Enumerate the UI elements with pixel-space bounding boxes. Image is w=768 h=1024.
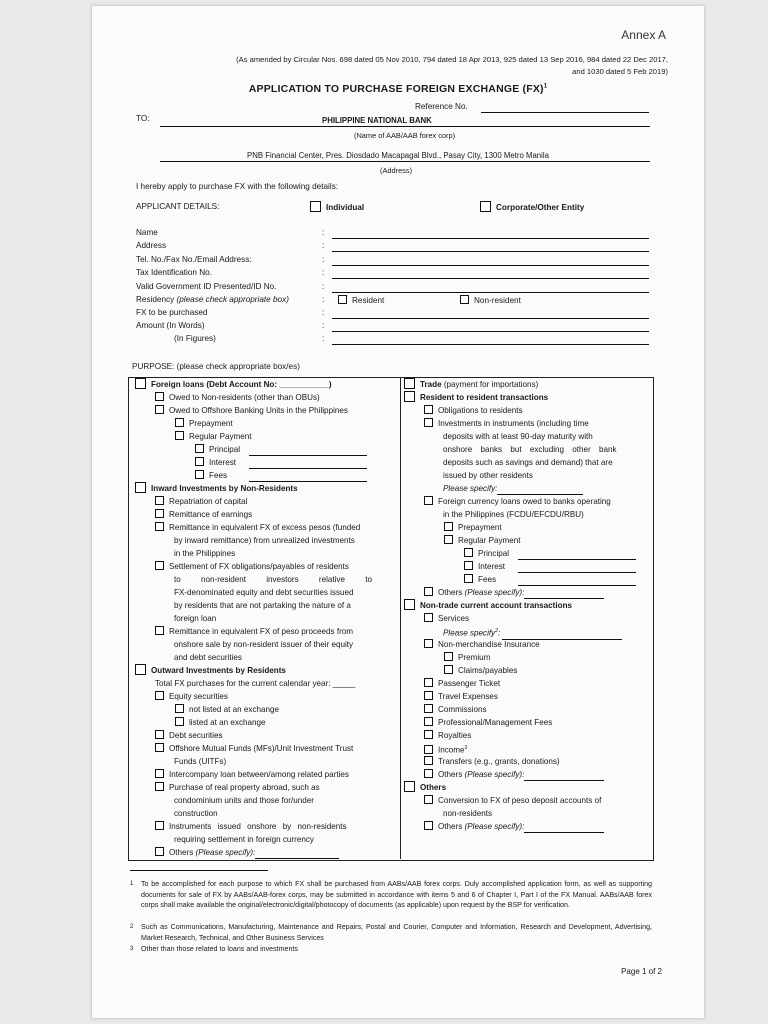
obligations-label: Obligations to residents	[438, 406, 523, 415]
amendment-line-2: and 1030 dated 5 Feb 2019)	[572, 67, 668, 76]
royalties-item[interactable]	[404, 729, 650, 742]
total-fx-label: Total FX purchases for the current calendar year: _____	[155, 679, 356, 688]
fcl-label-cont: in the Philippines (FCDU/EFCDU/RBU)	[443, 510, 584, 519]
checkbox[interactable]	[155, 743, 164, 752]
foreign-loans-label: Foreign loans (Debt Account No: ___________)	[151, 380, 332, 389]
transfers-item[interactable]	[404, 755, 650, 768]
left-others-label: Others	[169, 848, 194, 857]
checkbox[interactable]	[155, 626, 164, 635]
inward-label: Inward Investments by Non-Residents	[151, 484, 298, 493]
offshore-item[interactable]	[135, 742, 397, 755]
others-section-label: Others	[420, 783, 447, 792]
checkbox[interactable]	[444, 535, 453, 544]
left-others-item[interactable]	[135, 846, 397, 859]
name-label: Name	[136, 228, 158, 237]
checkbox[interactable]	[424, 769, 433, 778]
applicant-details-label: APPLICANT DETAILS:	[136, 202, 220, 211]
tin-field[interactable]	[332, 278, 649, 279]
footnote-3	[130, 944, 652, 955]
settlement-label: Settlement of FX obligations/payables of residents	[169, 562, 349, 571]
resident-option[interactable]	[338, 295, 384, 305]
checkbox[interactable]	[195, 457, 204, 466]
remit-earnings-label: Remittance of earnings	[169, 510, 253, 519]
amount-figures-label: (In Figures)	[174, 334, 216, 343]
bank-caption: (Name of AAB/AAB forex corp)	[354, 131, 456, 140]
intro-text: I hereby apply to purchase FX with the following details:	[136, 182, 339, 191]
purpose-label: PURPOSE: (please check appropriate box/es)	[132, 362, 300, 371]
remit-proceeds-label-cont: and debt securities	[174, 653, 242, 662]
footnote-1	[130, 879, 652, 911]
resident-label: Resident	[352, 296, 385, 305]
nt-others-item[interactable]	[404, 768, 650, 781]
premium-item[interactable]	[404, 651, 650, 664]
colon: :	[322, 295, 325, 304]
ticket-item[interactable]	[404, 677, 650, 690]
amount-words-label: Amount (In Words)	[136, 321, 205, 330]
tel-label: Tel. No./Fax No./Email Address:	[136, 255, 252, 264]
residency-label-text: Residency	[136, 295, 175, 304]
bank-name-line	[160, 126, 650, 127]
debt-label: Debt securities	[169, 731, 223, 740]
investments-specify-field[interactable]	[497, 485, 583, 495]
checkbox[interactable]	[424, 745, 433, 754]
transfers-label: Transfers (e.g., grants, donations)	[438, 757, 560, 766]
amount-words-field[interactable]	[332, 331, 649, 332]
nt-others-specify: (Please specify):	[464, 770, 525, 779]
colon: :	[322, 255, 325, 264]
checkbox[interactable]	[155, 782, 164, 791]
address-field[interactable]	[332, 251, 649, 252]
remit-excess-item[interactable]	[135, 521, 397, 534]
checkbox[interactable]	[175, 717, 184, 726]
checkbox[interactable]	[464, 574, 473, 583]
checkbox[interactable]	[444, 665, 453, 674]
checkbox[interactable]	[155, 769, 164, 778]
commissions-label: Commissions	[438, 705, 487, 714]
footnote-text: To be accomplished for each purpose to which FX shall be purchased from AABs/AAB forex corps. Duly accomplished application form, as well as supporting documents for sale of FX by AABs/AAB-forex corps, may be submitted in accordance with items 5 and 6 of Chapter I, Part I of the FX Manual. AABs/AAB forex corps shall make available the original/electronic/digital/photocopy of documents (as applicable) upon request by the BSP for verification.	[141, 880, 652, 909]
travel-label: Travel Expenses	[438, 692, 498, 701]
principal-field[interactable]	[249, 446, 367, 456]
others-section-item[interactable]	[404, 781, 650, 794]
nt-others-field[interactable]	[524, 771, 604, 781]
repatriation-item[interactable]	[135, 495, 397, 508]
address-line	[160, 161, 650, 162]
nonresident-label: Non-resident	[474, 296, 521, 305]
interco-item[interactable]	[135, 768, 397, 781]
fees-label: Fees	[209, 471, 227, 480]
nontrade-item[interactable]	[404, 599, 650, 612]
left-others-field[interactable]	[255, 849, 339, 859]
checkbox[interactable]	[424, 639, 433, 648]
outward-checkbox[interactable]	[135, 664, 146, 675]
form-title-footnote-ref: 1	[543, 83, 548, 90]
checkbox[interactable]	[195, 470, 204, 479]
checkbox[interactable]	[424, 613, 433, 622]
r-others-item[interactable]	[404, 586, 650, 599]
form-page	[92, 6, 704, 1018]
checkbox[interactable]	[424, 678, 433, 687]
r-principal-item[interactable]	[404, 547, 650, 560]
others-section-checkbox[interactable]	[404, 781, 415, 792]
checkbox[interactable]	[155, 509, 164, 518]
r-others-field[interactable]	[524, 589, 604, 599]
govid-label: Valid Government ID Presented/ID No.	[136, 282, 277, 291]
colon: :	[322, 228, 325, 237]
govid-field[interactable]	[332, 292, 649, 293]
name-field[interactable]	[332, 238, 649, 239]
listed-label: listed at an exchange	[189, 718, 266, 727]
investments-label: Investments in instruments (including time	[438, 419, 589, 428]
reference-field[interactable]	[481, 112, 649, 113]
nonresident-option[interactable]	[460, 295, 521, 305]
not-listed-item[interactable]	[135, 703, 397, 716]
amount-figures-field[interactable]	[332, 344, 649, 345]
individual-checkbox[interactable]	[310, 201, 321, 212]
interest-item[interactable]	[135, 456, 397, 469]
colon: :	[322, 308, 325, 317]
remit-proceeds-label-cont: onshore sale by non-resident issuer of their equity	[174, 640, 354, 649]
settlement-label-cont: FX-denominated equity and debt securities issued	[174, 588, 354, 597]
checkbox[interactable]	[155, 561, 164, 570]
realprop-label-cont: construction	[174, 809, 218, 818]
footnote-number: 3	[130, 946, 134, 952]
outward-item[interactable]	[135, 664, 397, 677]
footnote-ref-3: 3	[464, 745, 468, 751]
o-others-specify: (Please specify):	[464, 822, 525, 831]
to-label: TO:	[136, 114, 150, 123]
nonmerch-label: Non-merchandise Insurance	[438, 640, 540, 649]
checkbox[interactable]	[444, 652, 453, 661]
colon: :	[322, 268, 325, 277]
tin-label: Tax Identification No.	[136, 268, 213, 277]
purpose-left-column	[135, 378, 397, 859]
checkbox[interactable]	[155, 405, 164, 414]
checkbox[interactable]	[175, 431, 184, 440]
checkbox[interactable]	[424, 730, 433, 739]
checkbox[interactable]	[155, 392, 164, 401]
r-principal-field[interactable]	[518, 550, 636, 560]
trade-note: (payment for importations)	[443, 380, 539, 389]
r-prepayment-item[interactable]	[404, 521, 650, 534]
left-others-specify: (Please specify):	[195, 848, 256, 857]
purpose-column-divider	[400, 377, 401, 859]
annex-label: Annex A	[621, 28, 666, 42]
checkbox[interactable]	[424, 821, 433, 830]
interest-label: Interest	[209, 458, 236, 467]
r-fees-label: Fees	[478, 575, 496, 584]
o-others-field[interactable]	[524, 823, 604, 833]
nonresident-checkbox[interactable]	[460, 295, 469, 304]
nontrade-label: Non-trade current account transactions	[420, 601, 573, 610]
commissions-item[interactable]	[404, 703, 650, 716]
checkbox[interactable]	[424, 795, 433, 804]
claims-label: Claims/payables	[458, 666, 518, 675]
footnote-number: 1	[130, 881, 134, 887]
trade-checkbox[interactable]	[404, 378, 415, 389]
services-specify: Please specify	[443, 628, 496, 638]
checkbox[interactable]	[464, 561, 473, 570]
r2r-item[interactable]	[404, 391, 650, 404]
income-item[interactable]	[404, 742, 650, 755]
equity-item[interactable]	[135, 690, 397, 703]
form-title	[92, 83, 704, 95]
r-regular-label: Regular Payment	[458, 536, 521, 545]
income-label: Income	[438, 745, 465, 755]
realprop-label: Purchase of real property abroad, such as	[169, 783, 320, 792]
travel-item[interactable]	[404, 690, 650, 703]
instruments-label: Instruments issued onshore by non-residents	[169, 822, 347, 831]
tel-field[interactable]	[332, 265, 649, 266]
trade-item[interactable]	[404, 378, 650, 391]
checkbox[interactable]	[155, 730, 164, 739]
checkbox[interactable]	[424, 418, 433, 427]
remit-excess-label-cont: by inward remittance) from unrealized investments	[174, 536, 355, 545]
nonmerch-item[interactable]	[404, 638, 650, 651]
r-fees-item[interactable]	[404, 573, 650, 586]
inward-item[interactable]	[135, 482, 397, 495]
footnote-divider	[130, 870, 268, 871]
investments-label-cont: deposits with at least 90-day maturity with	[443, 432, 593, 441]
footnote-ref-2: 2	[495, 628, 498, 634]
fx-label: FX to be purchased	[136, 308, 208, 317]
offshore-label-cont: Funds (UITFs)	[174, 757, 227, 766]
page-number: Page 1 of 2	[621, 967, 662, 976]
remit-proceeds-item[interactable]	[135, 625, 397, 638]
r-interest-field[interactable]	[518, 563, 636, 573]
remit-earnings-item[interactable]	[135, 508, 397, 521]
corporate-label: Corporate/Other Entity	[496, 203, 585, 212]
checkbox[interactable]	[464, 548, 473, 557]
remit-excess-label: Remittance in equivalent FX of excess pesos (funded	[169, 523, 361, 532]
fees-field[interactable]	[249, 472, 367, 482]
foreign-loans-item[interactable]	[135, 378, 397, 391]
prepayment-item[interactable]	[135, 417, 397, 430]
purpose-right-column: Trade (payment for importations) Resident to resident transactions Obligations to residents Investments in instruments (including time deposits with at least 90-day maturity with onshore banks but excluding other bank deposits such as savings and demand) that are issued by other residents Please specify: Foreign currency loans owed to banks operating in the Philippines (FCDU/EFCDU/RBU) Prepayment Regular Payment Principal Interest Fees Others (Please specify): Non-trade current account transactions Services Please specify$^2$: Non-merchandise Insurance Premium Claims/payables Passenger Ticket Travel Expenses Commissions Professional/Management Fees Royalties Income$^3$ Transfers (e.g., grants, donations) Others (Please specify): Others Conversion to FX of peso deposit accounts of non-residents Others (Please specify):	[404, 378, 650, 833]
checkbox[interactable]	[155, 691, 164, 700]
checkbox[interactable]	[424, 587, 433, 596]
remit-excess-label-cont: in the Philippines	[174, 549, 236, 558]
address-field-label: Address	[136, 241, 167, 250]
colon: :	[322, 282, 325, 291]
settlement-label-cont: by residents that are not partaking the nature of a	[174, 601, 351, 610]
not-listed-label: not listed at an exchange	[189, 705, 279, 714]
amendment-note	[236, 54, 668, 78]
realprop-label-cont: condominium units and those for/under	[174, 796, 314, 805]
conversion-label-cont: non-residents	[443, 809, 493, 818]
colon: :	[322, 334, 325, 343]
checkbox[interactable]	[175, 704, 184, 713]
claims-item[interactable]	[404, 664, 650, 677]
checkbox[interactable]	[155, 522, 164, 531]
trade-label: Trade	[420, 380, 442, 389]
listed-item[interactable]	[135, 716, 397, 729]
conversion-item[interactable]	[404, 794, 650, 807]
r-prepayment-label: Prepayment	[458, 523, 502, 532]
footnote-2	[130, 922, 652, 943]
checkbox[interactable]	[155, 847, 164, 856]
owed-obu-label: Owed to Offshore Banking Units in the Philippines	[169, 406, 348, 415]
residency-note: (please check appropriate box)	[176, 295, 289, 304]
r-interest-item[interactable]	[404, 560, 650, 573]
remit-proceeds-label: Remittance in equivalent FX of peso proceeds from	[169, 627, 354, 636]
o-others-label: Others	[438, 822, 463, 831]
amendment-line-1: (As amended by Circular Nos. 698 dated 05 Nov 2010, 794 dated 18 Apr 2013, 925 dated 13 Sep 2016, 984 dated 22 Dec 2017,	[236, 55, 668, 64]
investments-item[interactable]	[404, 417, 650, 430]
checkbox[interactable]	[195, 444, 204, 453]
checkbox[interactable]	[424, 704, 433, 713]
foreign-loans-checkbox[interactable]	[135, 378, 146, 389]
footnote-text: Such as Communications, Manufacturing, Maintenance and Repairs, Postal and Courier, Computer and Information, Research and Development, Advertising, Market Research, Technical, and Other Business Services	[141, 923, 652, 942]
fees-item[interactable]	[135, 469, 397, 482]
settlement-label-cont: to non-resident investors relative to	[174, 575, 372, 584]
services-item[interactable]	[404, 612, 650, 625]
professional-item[interactable]	[404, 716, 650, 729]
checkbox[interactable]	[424, 691, 433, 700]
interest-field[interactable]	[249, 459, 367, 469]
checkbox[interactable]	[155, 496, 164, 505]
ticket-label: Passenger Ticket	[438, 679, 501, 688]
checkbox[interactable]	[424, 496, 433, 505]
investments-label-cont: onshore banks but excluding other bank	[443, 445, 617, 454]
bank-address: PNB Financial Center, Pres. Diosdado Macapagal Blvd., Pasay City, 1300 Metro Manila	[247, 151, 549, 160]
o-others-item[interactable]	[404, 820, 650, 833]
obligations-item[interactable]	[404, 404, 650, 417]
reference-label: Reference No.	[415, 102, 468, 111]
r-others-specify: (Please specify):	[464, 588, 525, 597]
checkbox[interactable]	[155, 821, 164, 830]
regular-payment-label: Regular Payment	[189, 432, 252, 441]
fcl-item[interactable]	[404, 495, 650, 508]
regular-payment-item[interactable]	[135, 430, 397, 443]
equity-label: Equity securities	[169, 692, 228, 701]
bank-name: PHILIPPINE NATIONAL BANK	[322, 116, 432, 125]
r-principal-label: Principal	[478, 549, 510, 558]
checkbox[interactable]	[424, 717, 433, 726]
r2r-label: Resident to resident transactions	[420, 393, 549, 402]
interco-label: Intercompany loan between/among related parties	[169, 770, 349, 779]
services-label: Services	[438, 614, 470, 623]
r-others-label: Others	[438, 588, 463, 597]
checkbox[interactable]	[424, 405, 433, 414]
fx-field[interactable]	[332, 318, 649, 319]
corporate-checkbox[interactable]	[480, 201, 491, 212]
residency-label	[136, 295, 289, 304]
nt-others-label: Others	[438, 770, 463, 779]
investments-specify: Please specify:	[443, 484, 498, 493]
inward-checkbox[interactable]	[135, 482, 146, 493]
professional-label: Professional/Management Fees	[438, 718, 553, 727]
individual-label: Individual	[326, 203, 365, 212]
investments-label-cont: issued by other residents	[443, 471, 533, 480]
settlement-label-cont: foreign loan	[174, 614, 217, 623]
principal-item[interactable]	[135, 443, 397, 456]
conversion-label: Conversion to FX of peso deposit accounts of	[438, 796, 602, 805]
instruments-item[interactable]	[135, 820, 397, 833]
premium-label: Premium	[458, 653, 491, 662]
fcl-label: Foreign currency loans owed to banks operating	[438, 497, 611, 506]
instruments-label-cont: requiring settlement in foreign currency	[174, 835, 314, 844]
corporate-option[interactable]	[480, 201, 584, 212]
colon: :	[322, 321, 325, 330]
checkbox[interactable]	[424, 756, 433, 765]
address-caption: (Address)	[380, 166, 413, 175]
realprop-item[interactable]	[135, 781, 397, 794]
royalties-label: Royalties	[438, 731, 472, 740]
investments-label-cont: deposits such as savings and demand) that are	[443, 458, 613, 467]
r2r-checkbox[interactable]	[404, 391, 415, 402]
offshore-label: Offshore Mutual Funds (MFs)/Unit Investment Trust	[169, 744, 354, 753]
settlement-item[interactable]	[135, 560, 397, 573]
r-regular-item[interactable]	[404, 534, 650, 547]
owed-nonres-item[interactable]	[135, 391, 397, 404]
colon: :	[322, 241, 325, 250]
individual-option[interactable]	[310, 201, 364, 212]
r-fees-field[interactable]	[518, 576, 636, 586]
owed-nonres-label: Owed to Non-residents (other than OBUs)	[169, 393, 320, 402]
footnote-number: 2	[130, 924, 134, 930]
checkbox[interactable]	[444, 522, 453, 531]
debt-item[interactable]	[135, 729, 397, 742]
owed-obu-item[interactable]	[135, 404, 397, 417]
checkbox[interactable]	[175, 418, 184, 427]
repatriation-label: Repatriation of capital	[169, 497, 248, 506]
principal-label: Principal	[209, 445, 241, 454]
prepayment-label: Prepayment	[189, 419, 233, 428]
resident-checkbox[interactable]	[338, 295, 347, 304]
outward-label: Outward Investments by Residents	[151, 666, 286, 675]
form-title-text: APPLICATION TO PURCHASE FOREIGN EXCHANGE (FX)	[248, 83, 544, 95]
r-interest-label: Interest	[478, 562, 505, 571]
footnote-text: Other than those related to loans and investments	[141, 945, 298, 953]
nontrade-checkbox[interactable]	[404, 599, 415, 610]
